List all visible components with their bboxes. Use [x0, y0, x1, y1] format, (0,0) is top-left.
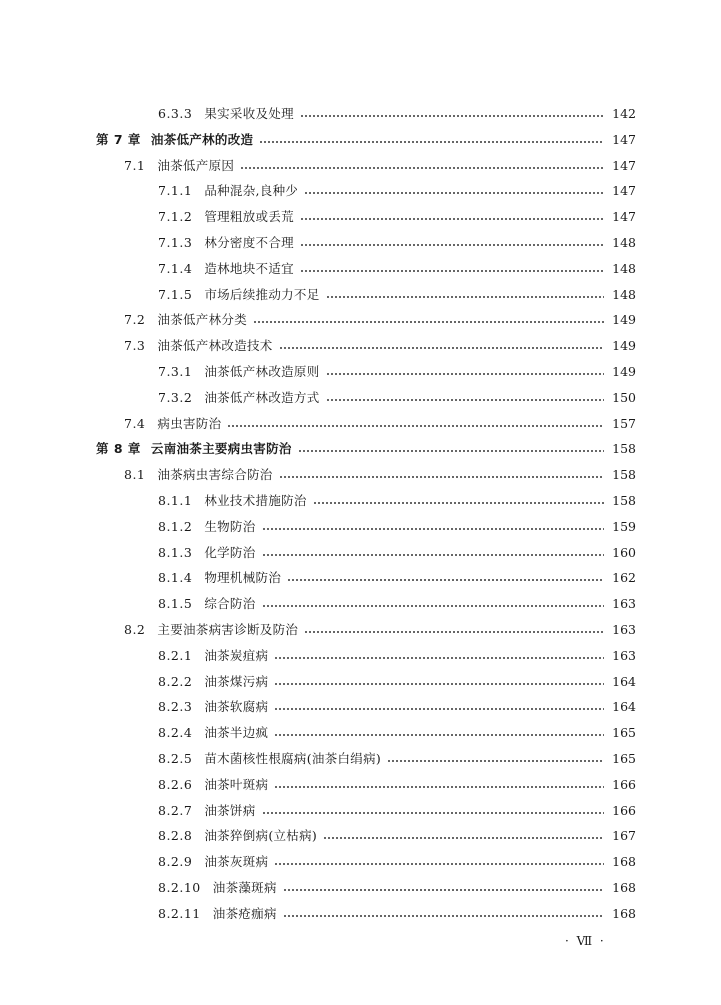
toc-entry-number: 8.1.4	[158, 570, 193, 586]
toc-entry-number: 7.2	[124, 312, 146, 328]
toc-entry-row[interactable]	[158, 720, 636, 746]
toc-entry-row[interactable]	[158, 643, 636, 669]
toc-page-number: 147	[612, 183, 636, 199]
toc-entry-row[interactable]	[158, 772, 636, 798]
toc-entry-title: 品种混杂,良种少	[204, 183, 299, 199]
toc-dot-leader	[326, 296, 604, 298]
toc-entry-title: 油茶软腐病	[204, 699, 269, 715]
toc-page-number: 158	[612, 493, 636, 508]
toc-entry-title: 油茶疮痂病	[212, 905, 277, 921]
toc-entry-title: 主要油茶病害诊断及防治	[157, 622, 299, 637]
toc-entry-number: 8.2.9	[158, 854, 193, 870]
toc-dot-leader	[227, 425, 604, 427]
toc-chapter-row[interactable]	[96, 436, 636, 462]
toc-dot-leader	[300, 244, 604, 246]
toc-entry-title: 油茶病虫害综合防治	[157, 467, 273, 483]
toc-page-number: 163	[612, 596, 636, 612]
toc-page-number: 148	[612, 235, 636, 250]
toc-dot-leader	[240, 167, 604, 169]
toc-entry-row[interactable]	[158, 488, 636, 514]
toc-page-number: 167	[612, 828, 636, 844]
toc-entry-title: 油茶藻斑病	[212, 880, 277, 895]
toc-entry-title: 病虫害防治	[157, 415, 222, 431]
toc-entry-row[interactable]	[158, 514, 636, 540]
toc-entry-row[interactable]	[158, 385, 636, 411]
toc-page-number: 165	[612, 725, 636, 741]
toc-page-number: 159	[612, 518, 636, 534]
toc-page-number: 149	[612, 338, 636, 354]
toc-entry-row[interactable]	[158, 230, 636, 256]
toc-dot-leader	[298, 450, 604, 452]
toc-page-number: 148	[612, 286, 636, 302]
toc-entry-row[interactable]	[158, 565, 636, 591]
toc-dot-leader	[300, 115, 604, 117]
toc-entry-number: 8.1	[124, 467, 146, 483]
toc-page-number: 149	[612, 364, 636, 379]
toc-entry-row[interactable]	[124, 617, 636, 643]
toc-entry-number: 8.2.3	[158, 699, 193, 715]
toc-entry-title: 油茶半边疯	[204, 725, 269, 741]
toc-entry-number: 8.2.6	[158, 776, 193, 792]
toc-entry-number: 8.1.1	[158, 493, 193, 508]
toc-dot-leader	[283, 915, 604, 917]
toc-entry-title: 油茶猝倒病(立枯病)	[204, 828, 318, 844]
toc-dot-leader	[300, 270, 604, 272]
toc-page-number: 158	[612, 441, 636, 457]
toc-entry-row[interactable]	[158, 901, 636, 927]
toc-entry-row[interactable]	[158, 823, 636, 849]
toc-dot-leader	[279, 347, 604, 349]
toc-entry-number: 8.2.7	[158, 802, 193, 818]
toc-page-number: 158	[612, 467, 636, 483]
toc-entry-title: 果实采收及处理	[204, 106, 294, 121]
toc-page-number: 157	[612, 415, 636, 431]
toc-entry-number: 7.1.2	[158, 209, 193, 225]
toc-page-number: 164	[612, 699, 636, 715]
toc-entry-title: 市场后续推动力不足	[204, 286, 320, 302]
toc-dot-leader	[274, 863, 604, 865]
toc-entry-number: 6.3.3	[158, 106, 193, 121]
toc-entry-number: 8.1.2	[158, 518, 193, 534]
toc-page-number: 163	[612, 647, 636, 663]
toc-page-number: 147	[612, 131, 636, 147]
toc-entry-title: 油茶低产原因	[157, 157, 235, 173]
toc-dot-leader	[323, 837, 604, 839]
toc-dot-leader	[313, 502, 604, 504]
toc-entry-row[interactable]	[158, 694, 636, 720]
toc-entry-row[interactable]	[124, 153, 636, 179]
toc-entry-row[interactable]	[158, 178, 636, 204]
toc-entry-row[interactable]	[158, 591, 636, 617]
toc-entry-number: 8.2.11	[158, 905, 201, 921]
toc-entry-row[interactable]	[124, 307, 636, 333]
toc-entry-row[interactable]	[158, 204, 636, 230]
toc-page-number: 147	[612, 157, 636, 173]
toc-dot-leader	[326, 399, 604, 401]
toc-dot-leader	[274, 683, 604, 685]
toc-entry-title: 综合防治	[204, 596, 256, 612]
toc-entry-title: 油茶低产林改造原则	[204, 364, 320, 379]
toc-entry-number: 7.4	[124, 415, 146, 431]
toc-entry-row[interactable]	[158, 540, 636, 566]
toc-entry-number: 7.1	[124, 157, 146, 173]
toc-dot-leader	[253, 321, 604, 323]
toc-entry-row[interactable]	[124, 333, 636, 359]
toc-entry-number: 8.2.5	[158, 751, 193, 766]
toc-entry-number: 8.2.1	[158, 647, 193, 663]
toc-entry-number: 8.2.10	[158, 880, 201, 895]
toc-dot-leader	[279, 476, 604, 478]
toc-entry-title: 油茶灰斑病	[204, 854, 269, 870]
toc-page-number: 164	[612, 673, 636, 689]
toc-chapter-row[interactable]	[96, 127, 636, 153]
toc-entry-number: 第 7 章	[96, 131, 141, 147]
toc-page-number: 162	[612, 570, 636, 586]
toc-entry-row[interactable]	[124, 462, 636, 488]
toc-entry-title: 云南油茶主要病虫害防治	[150, 441, 292, 457]
toc-dot-leader	[274, 734, 604, 736]
toc-dot-leader	[304, 192, 604, 194]
toc-entry-title: 油茶炭疽病	[204, 647, 269, 663]
toc-entry-row[interactable]	[158, 875, 636, 901]
toc-entry-row[interactable]	[158, 256, 636, 282]
toc-entry-row[interactable]	[158, 746, 636, 772]
toc-entry-number: 8.2	[124, 622, 146, 637]
toc-entry-title: 造林地块不适宜	[204, 260, 294, 276]
toc-page-number: 163	[612, 622, 636, 637]
toc-entry-row[interactable]	[158, 849, 636, 875]
toc-dot-leader	[274, 708, 604, 710]
toc-entry-title: 油茶低产林改造技术	[157, 338, 273, 354]
toc-dot-leader	[262, 812, 604, 814]
toc-entry-number: 7.1.3	[158, 235, 193, 250]
toc-entry-title: 油茶煤污病	[204, 673, 269, 689]
toc-entry-title: 油茶叶斑病	[204, 776, 269, 792]
toc-entry-number: 7.1.4	[158, 260, 193, 276]
toc-entry-number: 8.1.3	[158, 544, 193, 560]
toc-entry-title: 油茶低产林改造方式	[204, 389, 320, 405]
toc-dot-leader	[262, 554, 604, 556]
toc-dot-leader	[283, 889, 604, 891]
toc-page-number: 166	[612, 802, 636, 818]
toc-entry-title: 物理机械防治	[204, 570, 282, 586]
toc-entry-title: 油茶低产林的改造	[150, 131, 254, 147]
toc-entry-row[interactable]	[158, 282, 636, 308]
toc-entry-title: 苗木菌核性根腐病(油茶白绢病)	[204, 751, 382, 766]
toc-entry-number: 8.2.8	[158, 828, 193, 844]
toc-entry-title: 管理粗放或丢荒	[204, 209, 294, 225]
toc-entry-number: 7.3.2	[158, 389, 193, 405]
toc-entry-title: 油茶低产林分类	[157, 312, 247, 328]
toc-dot-leader	[304, 631, 604, 633]
toc-dot-leader	[387, 760, 604, 762]
toc-entry-row[interactable]	[124, 411, 636, 437]
toc-dot-leader	[274, 786, 604, 788]
toc-entry-number: 7.3	[124, 338, 146, 354]
toc-entry-title: 生物防治	[204, 518, 256, 534]
toc-entry-row[interactable]	[158, 101, 636, 127]
toc-entry-number: 8.2.4	[158, 725, 193, 741]
toc-page-number: 168	[612, 905, 636, 921]
toc-entry-number: 8.2.2	[158, 673, 193, 689]
page-footer-number: · Ⅶ ·	[565, 934, 606, 948]
toc-dot-leader	[262, 605, 604, 607]
toc-entry-row[interactable]	[158, 669, 636, 695]
toc-entry-title: 林业技术措施防治	[204, 493, 307, 508]
toc-entry-row[interactable]	[158, 798, 636, 824]
toc-dot-leader	[262, 528, 604, 530]
toc-page-number: 168	[612, 854, 636, 870]
toc-entry-title: 化学防治	[204, 544, 256, 560]
toc-page-number: 165	[612, 751, 636, 766]
toc-dot-leader	[326, 373, 604, 375]
toc-page-number: 149	[612, 312, 636, 328]
toc-page-number: 168	[612, 880, 636, 895]
toc-entry-number: 7.1.1	[158, 183, 193, 199]
toc-dot-leader	[274, 657, 604, 659]
toc-entry-title: 林分密度不合理	[204, 235, 294, 250]
toc-entry-title: 油茶饼病	[204, 802, 256, 818]
toc-dot-leader	[259, 141, 604, 143]
toc-dot-leader	[300, 218, 604, 220]
toc-entry-number: 第 8 章	[96, 441, 141, 457]
toc-entry-number: 7.3.1	[158, 364, 193, 379]
toc-page-number: 147	[612, 209, 636, 225]
toc-page-number: 160	[612, 544, 636, 560]
toc-page-number: 150	[612, 389, 636, 405]
toc-page-number: 166	[612, 776, 636, 792]
toc-entry-number: 7.1.5	[158, 286, 193, 302]
toc-entry-number: 8.1.5	[158, 596, 193, 612]
toc-dot-leader	[287, 579, 604, 581]
toc-page-number: 142	[612, 106, 636, 121]
toc-entry-row[interactable]	[158, 359, 636, 385]
toc-page-number: 148	[612, 260, 636, 276]
